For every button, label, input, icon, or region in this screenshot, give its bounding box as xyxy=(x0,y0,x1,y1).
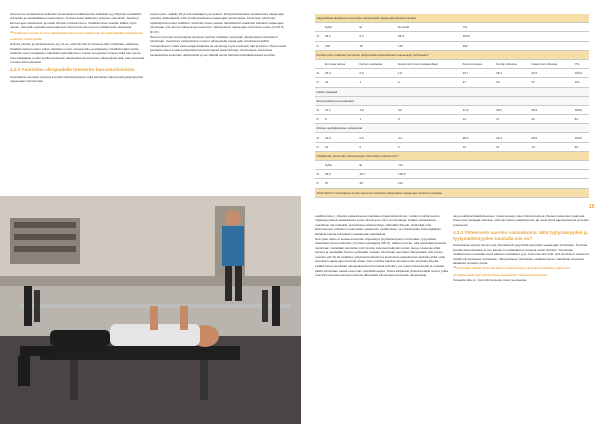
cell: 1 xyxy=(358,78,397,87)
table-row xyxy=(315,69,589,78)
table-subheader: Muissa oppilaitoksissa opiskelevat xyxy=(315,124,589,133)
cell: 100,0 xyxy=(461,32,495,41)
left-column-1 xyxy=(10,12,146,190)
cell: N xyxy=(315,142,324,151)
table-title: Osallistutko asuntolan ulkopuoliseen toimintaan mieluummin? xyxy=(315,151,589,160)
paragraph: Noin joka viides ei koisaa asuntolan ohjausta ja tytyväisiä kyselyn toimintaan, tyytyväisiä vaikuttaisi olevan kuitenkin yli puolet vastaajista (58 %). Jälkeen kerran, että opiskelijat kertoivat toimintaan mielellään asuntolan (sic) sivulla, kuuluvat kuitenkin eniten tietoa, koskevat ehkä toisena ja vastaajilla. Nuoret opiskelijat mukaan toimintaan asuntolan ulkopuolella. Alle puolet nuorista (42 %) tai osallistuu erityisesti kuitenkin ja avoimissa vastauksissa selvistä syistä, mitä asuntolan vapaa-ajan toiminta antaa. Osa nuorista harrasti sinnelle ilman erityistä yhteyttä. xyxy=(315,237,447,264)
cell: % xyxy=(315,170,324,179)
cell: 100,0 xyxy=(573,133,589,142)
cell: N xyxy=(315,179,324,188)
table-subheader: Kaikki vastaajat xyxy=(315,87,589,96)
cell: 128 xyxy=(324,41,359,50)
cell: 100,0 xyxy=(573,105,589,114)
cell: 26,6 xyxy=(495,105,530,114)
cell: 24,5 xyxy=(324,133,359,142)
column-header: Ei xyxy=(358,23,397,32)
cell: 28,6 xyxy=(530,133,573,142)
cell: 1 xyxy=(358,115,397,124)
column-header: Kyllä xyxy=(324,23,359,32)
column-header: En tiedä xyxy=(397,23,462,32)
table-subheader-row xyxy=(315,124,589,133)
paragraph: Asuntolassa asuvista nuorista kysyttiin harrastamisesta sekä asuntolan ulkopuolella järjestetyistä vapaa-ajan toiminnoista. xyxy=(10,75,143,84)
cell: 40,7 xyxy=(358,170,397,179)
column-header: En osaa sanoa xyxy=(324,59,359,68)
table-row xyxy=(315,41,589,50)
pull-quote xyxy=(10,31,146,42)
cell: 3,0 xyxy=(397,105,462,114)
paragraph: puolet (esim. kaikille 20 ja että vastaajat kysymyksen. Erityisopiskeluissa opiskelevista vapaa-ajan nuorista opiskelijoista 14% oli ulkopuolisessa vapaa-ajan toiminnassa. Kertoneen toiminnan opiskelijoista puolet osallistui. Varsinkin toisen asteen harrastuksiin osallistuu kahdesti vapaa-ajan toimintaan noin kerran viikossa tai useammin. Ulkopuolisen vapaa-ajan toiminnan osuus oli (63 %, N=47). xyxy=(150,12,285,34)
paragraph: Lisäksi tietoa asuntolan ulkopuolisesta toiminnasta toivottiin, jos nuoret kiinnostuvat ja mukaan pitäisi toimintaan saada enemmän mahdollisuuksia. Tietoa kaipaavat yhdessä kaikki nuoret, jotka ovat kiinnostuneet kaverien kanssa lähtevästä toiminnasta asuntolan ulkopuolelle. xyxy=(315,264,448,278)
table-subheader: Erityisopiskelevat opiskelijat xyxy=(315,96,589,105)
cell: 100,0 xyxy=(397,170,462,179)
table-row xyxy=(315,32,589,41)
paragraph: vaya osallistumisaktiivisuuteen mutta samoja, kuten kiinnostusta ja yhteisen tekemisen kaipuuta. Useimmat vastaajat totesivat, että toimintaan osallistuminen jäi usein kiinni ajanpuutteesta ja tiedon puutteesta. xyxy=(453,214,589,227)
column-header: Yht. xyxy=(397,161,462,170)
column-header: Kyllä xyxy=(324,161,359,170)
table-row xyxy=(315,105,589,114)
cell: 11 xyxy=(495,142,530,151)
paragraph: Kolmas yleinen ja yksinkertainen syy oli se, että toiminta on kivaa ja siihen halutaan osallistua. Osallistumattomuuden syiksi mainitaan muun muassa kiire ja aikataulut. Osallistumattomuutta selittivät myös sosiaalisten tilanteiden jännittäminen, kovien tai ujouden tunteet sekä tuen puute. Osa vastaajista ei ollut kuullut asuntolan ulkopuolisesta toiminnan ulkopuolella siitä, ettei toimintaa ei koeta kiinnostavaksi. xyxy=(10,42,145,65)
cell: % xyxy=(315,32,324,41)
table-title-row xyxy=(315,151,589,160)
cell: 14 xyxy=(530,142,573,151)
cell: 9 xyxy=(324,115,359,124)
cell: 23,7 xyxy=(461,69,495,78)
cell: % xyxy=(315,133,324,142)
table-title-row xyxy=(315,14,589,23)
quote-mark-icon: “ xyxy=(453,266,457,274)
column-header: Kerran viikossa xyxy=(495,59,530,68)
quote-text: Osallistun, koska en itse välttämättä keksi usein tekemistä. En kyllä kaikkiin tapahtumia osallistu, mutta yritän. xyxy=(10,30,143,42)
cell: 292 xyxy=(461,41,495,50)
section-heading: 4.2.3 Yhteenveto nuorten vastauksista: Mitä tyytyväisyyden ja tyytymättömyyden taustalla siis on? xyxy=(453,230,588,241)
cell: 2 xyxy=(397,78,462,87)
table-header-row xyxy=(315,161,589,170)
table-title: Järjestöllisiä tapahtumia asuntolan ulkopuolella vapaa-ajanottoetusvuosiksi xyxy=(315,14,589,23)
paragraph: Asuntolassa asuvat nuoret ovat yhtenäisesti tyytyväisiä asuntolan vapaa-ajan toimintaan. Toiminta koettiin kiinnostavaksi ja sen kautta on mahdollisuus tutustua uusiin ihmisiin. Toimintaan osallistumisen taustalla olivat pääosin sosiaaliset syyt. Osa kuitenkin koki, että toiminta ei vastannut heidän kiinnostuksen kohteitaan. Ulkopuoliseen toimintaan osallistumiseen vaikuttivat erityisesti aikataulut ja tiedon puute. xyxy=(453,243,590,266)
cell: 35,9 xyxy=(530,105,573,114)
column-header: Yht. xyxy=(461,23,495,32)
paragraph: Toisaalta tulla on myös kiinnostusta, kuten seuraavaa. xyxy=(453,278,527,283)
cell: 14 xyxy=(461,115,495,124)
cell: 67 xyxy=(324,179,359,188)
column-header: Harvemmin kuin kuukausittain xyxy=(397,59,462,68)
cell: 1,6 xyxy=(358,105,397,114)
cell: 27 xyxy=(461,78,495,87)
table-subheader-row xyxy=(315,87,589,96)
pull-quote xyxy=(453,266,591,277)
cell: 37 xyxy=(530,78,573,87)
table-subheader-row xyxy=(315,96,589,105)
table-caption-row xyxy=(315,188,589,197)
cell: 17 xyxy=(495,115,530,124)
cell: 45,1 xyxy=(324,32,359,41)
column-header: Kerran vuodessa xyxy=(358,59,397,68)
cell: 4,1 xyxy=(397,133,462,142)
cell: 29 xyxy=(495,78,530,87)
table-header-row xyxy=(315,59,589,68)
cell: N xyxy=(315,41,324,50)
cell: 52,3 xyxy=(397,32,462,41)
cell: 2 xyxy=(397,142,462,151)
right-column-2 xyxy=(453,214,591,419)
cell: 28,4 xyxy=(461,133,495,142)
cell: 100,0 xyxy=(573,69,589,78)
cell: 23 xyxy=(530,115,573,124)
table-header-row xyxy=(315,23,589,32)
cell: 64 xyxy=(573,115,589,124)
column-header: Ei xyxy=(358,161,397,170)
table-title-row xyxy=(315,50,589,59)
table-title: Kuinka usein osallistut asuntolan ulkopuolella toteutettavaan vapaa-ajan toimintaan? xyxy=(315,50,589,59)
left-column-2 xyxy=(150,12,290,190)
cell: 0,9 xyxy=(358,69,397,78)
quote-mark-icon: “ xyxy=(10,30,14,38)
column-header: Kerran kuussa xyxy=(461,59,495,68)
paragraph: osallistuminen, yhteisiä vastauksessa mainitaan ohjaamistoiminnan. Lisäksi nuorilta kuuluu ohjaavaa näissä vastauksissa myös nimeä amu sumi nuorisotaloja. Lisäksi vastauksissa mainittuun sammakoille, ja koulussa seikä kerhoja, vähintään liittyvät, opiskelijat ovat kiinnostuneet erilaisten nuorisoalan vastausten esittämiseen, ja minkä kautta niitä oppilaisiin kaltaista tulosta toimintaan vastaamaan tarkoittavat. xyxy=(315,214,441,236)
cell: 18,4 xyxy=(324,69,359,78)
cell: % xyxy=(315,69,324,78)
table-row xyxy=(315,179,589,188)
cell: 12 xyxy=(324,142,359,151)
column-header: Yht. xyxy=(573,59,589,68)
quote-text: En mukaa viettää yhdessä aikaa muiden kanssa ja jotkut asukkaat, jotka ovat yksinäisempiä kuin minä pääsee kavereiden mukaan toimintaan. xyxy=(453,266,570,277)
cell: 25,4 xyxy=(495,69,530,78)
cell: 114 xyxy=(573,78,589,87)
cell: 1,8 xyxy=(397,69,462,78)
paragraph: Hieman yli puolet asuntolassa asuvista nuorista osallistuu asuntolan ulkopuolella toteutettuun toimintaan. Avoimissa vastauksissa nuorten ulkopuolella vapaa-ajan toimintaa kuvailtiin monipuolisesti; muita vastuuorganisaatioita tai toimintoja myös kuntosali, lajit ja kerhot. Nuoret eivät juurikaan olleet mukana järjestettyssä toiminnassa sekä kerhojen toiminnassa. Avoimissa vastauksissa asuntolan ulkopuolella ja sen lähellä olevia harrastusmahdollisuuksia toivottiin. xyxy=(150,35,287,57)
section-heading: 4.2.2 Asuntolan ulkopuolella toteutettu harrastustoiminta xyxy=(10,67,135,73)
cell: 22,4 xyxy=(495,133,530,142)
cell: 21 xyxy=(324,78,359,87)
cell: N xyxy=(315,78,324,87)
table-caption: TAULUKKO 3. Asuntolassa nuorten asuminen asuntolan ulkopuolisen vapaa-ajan toiminnan puolesta. xyxy=(315,188,589,197)
table-row xyxy=(315,78,589,87)
column-header: Useammin viikossa xyxy=(530,59,573,68)
cell: 0 xyxy=(397,115,462,124)
table-row xyxy=(315,115,589,124)
page-number-right: 15 xyxy=(589,204,595,210)
cell: 0 xyxy=(358,142,397,151)
paragraph: Avoimessa vastauksissa selkeästi ylivoimaisesti osallistumista selittävät syyt liittyivät sosiaalisiin suhteisiin ja mielekkääseen tekemiseen. Kotona kuluu tilastoiset yhteisen tekemisen, kaverien kanssa ajan viettämisen ja uusiin ihmisiin tutustumiseen. Osallistumisen koettiin lisäksi myös olevan, että siitä muutakin tekemistä kuin kotona istuminen ja voi viettää ilman tekemistä. xyxy=(10,12,142,30)
table-row xyxy=(315,170,589,179)
cell: 18 xyxy=(358,41,397,50)
gym-photo xyxy=(0,196,301,424)
cell: 32,5 xyxy=(530,69,573,78)
cell: 0,0 xyxy=(358,133,397,142)
cell: % xyxy=(315,105,324,114)
cell: 49 xyxy=(573,142,589,151)
cell: 6,2 xyxy=(358,32,397,41)
table-row xyxy=(315,142,589,151)
cell: 21,9 xyxy=(461,105,495,114)
cell: N xyxy=(315,115,324,124)
cell: 59,3 xyxy=(324,170,359,179)
cell: 14,1 xyxy=(324,105,359,114)
right-column-1 xyxy=(315,214,448,419)
cell: 113 xyxy=(397,179,462,188)
table-row xyxy=(315,133,589,142)
cell: 46 xyxy=(358,179,397,188)
cell: 10 xyxy=(461,142,495,151)
cell: 154 xyxy=(397,41,462,50)
statistics-table xyxy=(315,14,589,198)
